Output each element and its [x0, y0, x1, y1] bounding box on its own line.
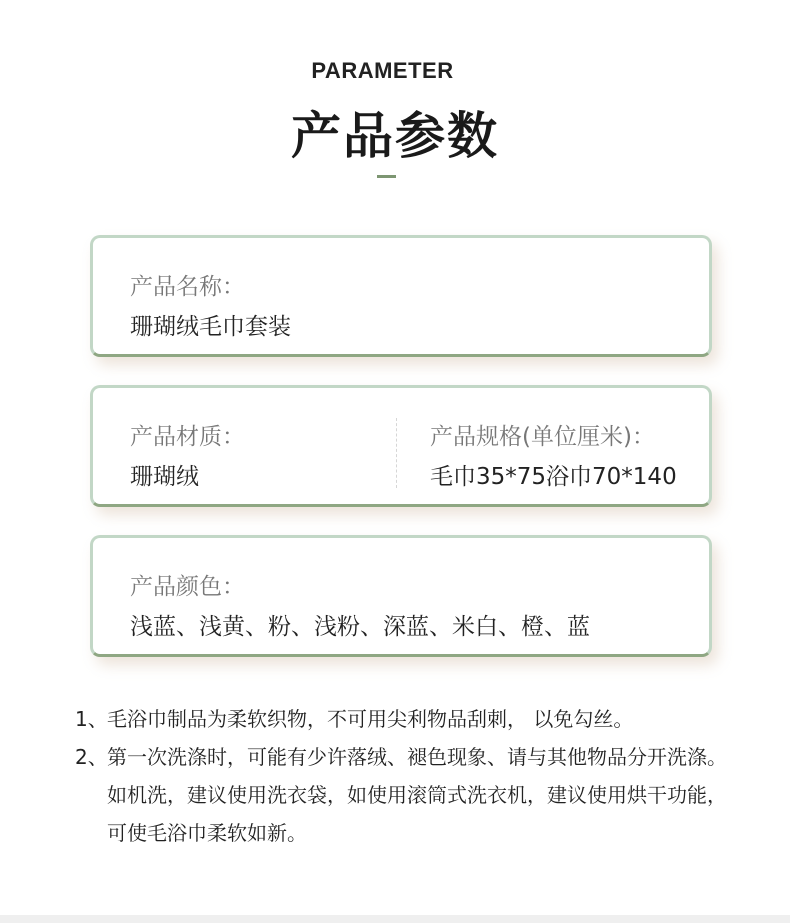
page-title: 产品参数 — [291, 107, 499, 165]
product-color-card — [90, 535, 712, 657]
care-note-item — [75, 700, 735, 738]
title-underline — [377, 175, 396, 178]
footer-band — [0, 915, 790, 923]
product-material-spec-card — [90, 385, 712, 507]
product-material-value: 珊瑚绒 — [130, 464, 199, 490]
product-spec-value: 毛巾35*75浴巾70*140 — [430, 464, 677, 490]
product-name-card — [90, 235, 712, 357]
care-note-number: 2、 — [75, 745, 108, 769]
product-name-label: 产品名称： — [130, 274, 245, 300]
care-note-number: 1、 — [75, 707, 108, 731]
product-color-label: 产品颜色： — [130, 574, 245, 600]
product-name-value: 珊瑚绒毛巾套装 — [130, 314, 291, 340]
product-color-value: 浅蓝、浅黄、粉、浅粉、深蓝、米白、橙、蓝 — [130, 614, 590, 640]
product-spec-label: 产品规格(单位厘米)： — [430, 424, 655, 450]
care-notes — [75, 700, 735, 852]
care-note-text: 第一次洗涤时，可能有少许落绒、褪色现象、请与其他物品分开洗涤。如机洗，建议使用洗衣袋，如使用滚筒式洗衣机，建议使用烘干功能，可使毛浴巾柔软如新。 — [107, 745, 727, 845]
section-eyebrow: PARAMETER — [311, 58, 454, 83]
care-note-text: 毛浴巾制品为柔软织物，不可用尖利物品刮刺， 以免勾丝。 — [107, 707, 634, 731]
care-note-item — [75, 738, 735, 852]
product-material-label: 产品材质： — [130, 424, 245, 450]
card-divider — [396, 418, 397, 488]
